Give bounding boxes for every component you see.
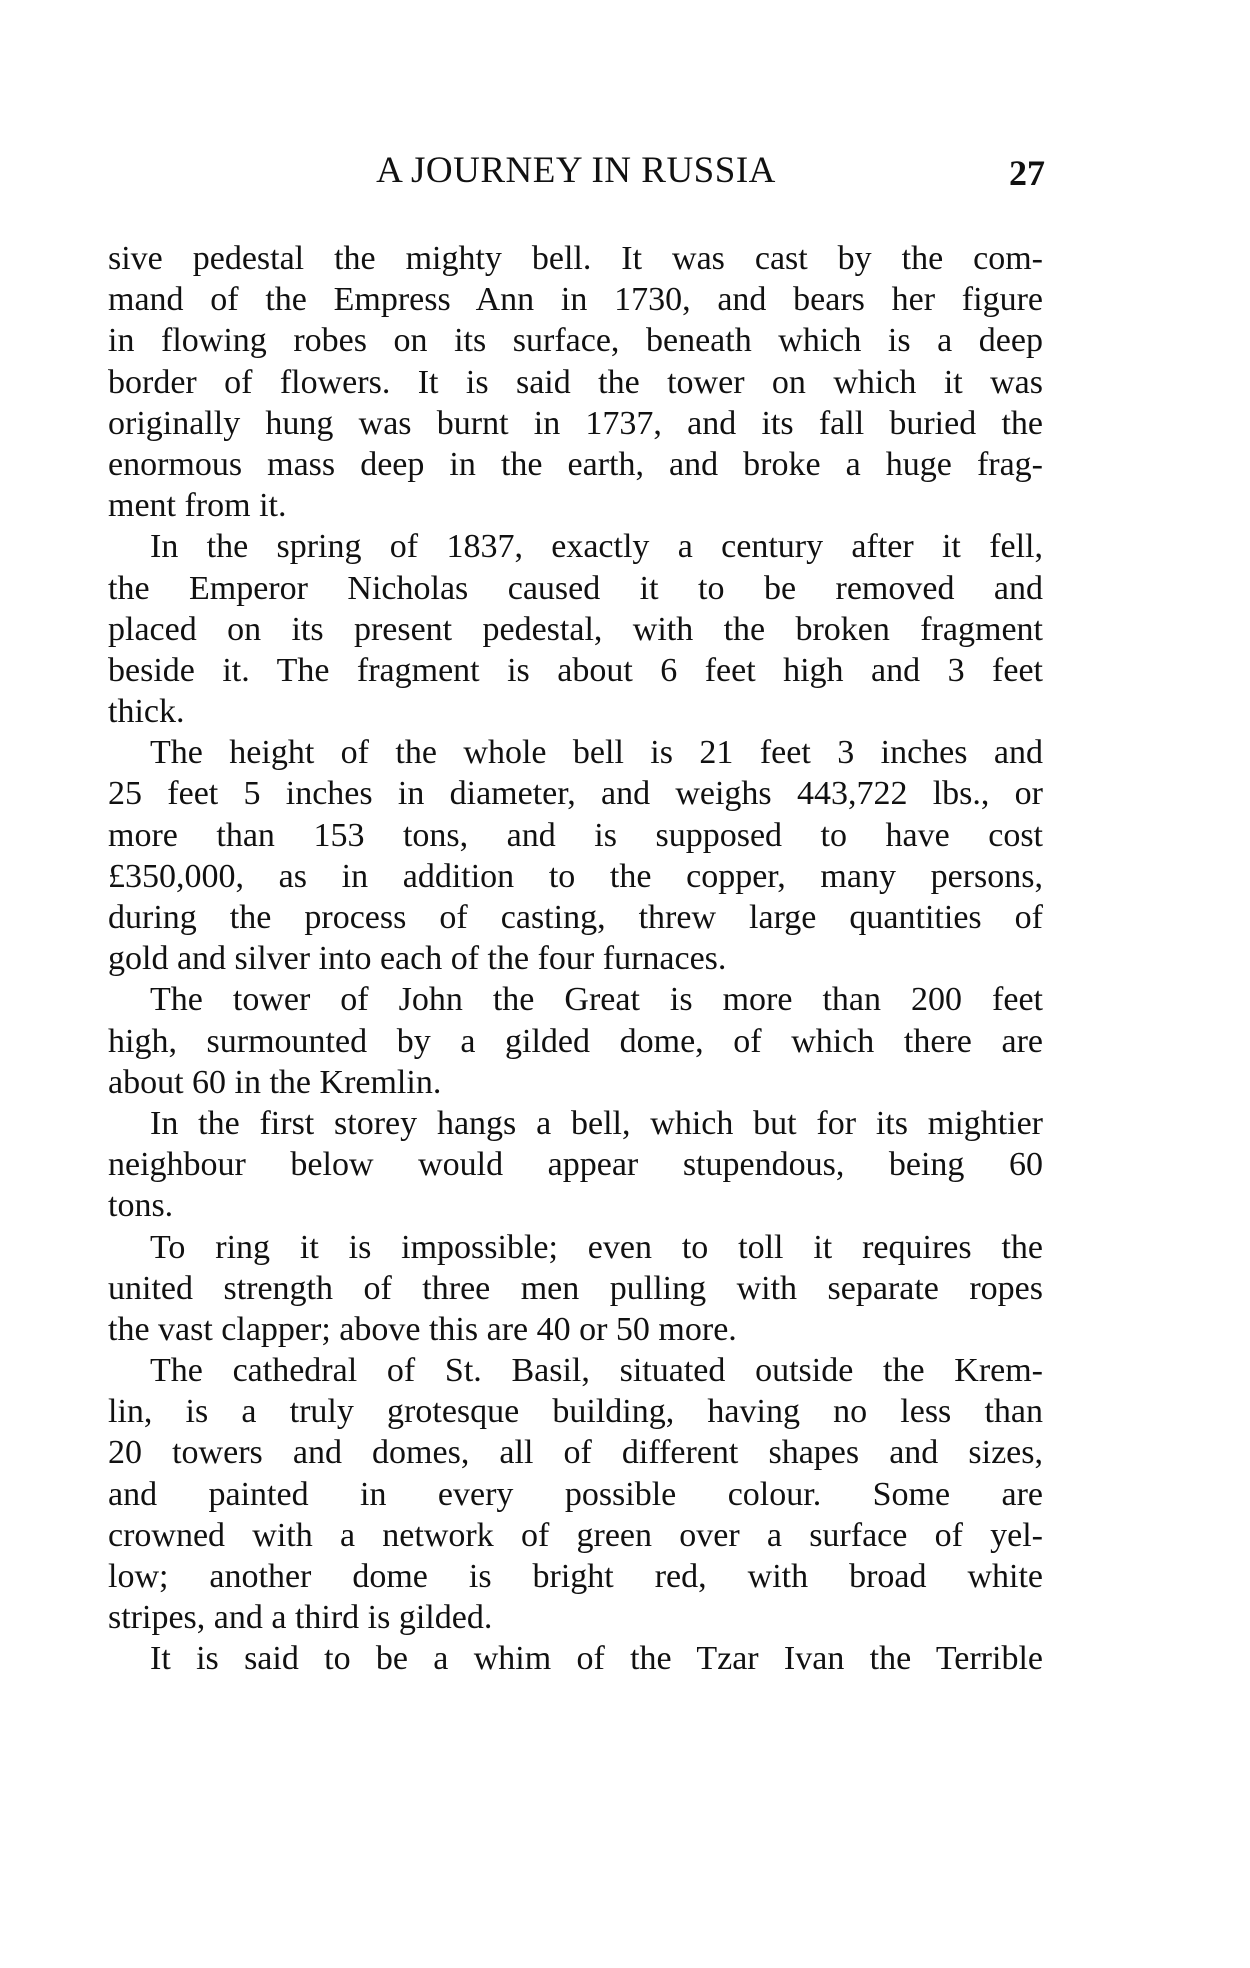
- text-line: united strength of three men pulling with separate ropes: [108, 1269, 1043, 1307]
- text-line: £350,000, as in addition to the copper, many persons,: [108, 857, 1043, 895]
- text-line: and painted in every possible colour. Some are: [108, 1475, 1043, 1513]
- text-line: high, surmounted by a gilded dome, of which there are: [108, 1022, 1043, 1060]
- text-line: sive pedestal the mighty bell. It was cast by the com-: [108, 240, 1043, 277]
- text-line: stripes, and a third is gilded.: [108, 1599, 493, 1637]
- page-number: 27: [1009, 153, 1045, 193]
- text-line: gold and silver into each of the four furnaces.: [108, 940, 727, 978]
- text-line: 20 towers and domes, all of different shapes and sizes,: [108, 1434, 1043, 1472]
- text-line: crowned with a network of green over a surface of yel-: [108, 1516, 1043, 1554]
- text-line: border of flowers. It is said the tower on which it was: [108, 363, 1043, 401]
- text-line: ment from it.: [108, 487, 287, 525]
- text-line: To ring it is impossible; even to toll it requires the: [150, 1228, 1043, 1266]
- body-text: [108, 238, 1043, 1680]
- text-line: tons.: [108, 1187, 174, 1225]
- text-line: enormous mass deep in the earth, and broke a huge frag-: [108, 445, 1043, 483]
- text-line: The height of the whole bell is 21 feet 3 inches and: [150, 734, 1043, 772]
- text-line: beside it. The fragment is about 6 feet high and 3 feet: [108, 651, 1043, 689]
- text-line: thick.: [108, 693, 185, 731]
- text-line: It is said to be a whim of the Tzar Ivan the Terrible: [150, 1640, 1043, 1678]
- text-line: The cathedral of St. Basil, situated outside the Krem-: [150, 1352, 1043, 1390]
- text-line: neighbour below would appear stupendous, being 60: [108, 1146, 1043, 1184]
- text-line: about 60 in the Kremlin.: [108, 1063, 442, 1101]
- text-line: lin, is a truly grotesque building, having no less than: [108, 1393, 1043, 1431]
- text-line: In the first storey hangs a bell, which but for its mightier: [150, 1104, 1043, 1142]
- text-line: the vast clapper; above this are 40 or 50 more.: [108, 1310, 737, 1348]
- text-line: mand of the Empress Ann in 1730, and bears her figure: [108, 281, 1043, 319]
- text-line: The tower of John the Great is more than 200 feet: [150, 981, 1043, 1019]
- text-line: low; another dome is bright red, with broad white: [108, 1558, 1043, 1595]
- text-line: placed on its present pedestal, with the broken fragment: [108, 610, 1043, 648]
- text-line: during the process of casting, threw large quantities of: [108, 899, 1043, 936]
- text-line: in flowing robes on its surface, beneath which is a deep: [108, 322, 1043, 360]
- running-title: A JOURNEY IN RUSSIA: [376, 150, 776, 191]
- text-line: more than 153 tons, and is supposed to have cost: [108, 816, 1043, 854]
- text-line: originally hung was burnt in 1737, and its fall buried the: [108, 404, 1043, 442]
- text-line: 25 feet 5 inches in diameter, and weighs 443,722 lbs., or: [108, 775, 1043, 813]
- running-head: [0, 148, 1250, 194]
- text-line: the Emperor Nicholas caused it to be removed and: [108, 569, 1043, 607]
- text-line: In the spring of 1837, exactly a century after it fell,: [150, 528, 1043, 566]
